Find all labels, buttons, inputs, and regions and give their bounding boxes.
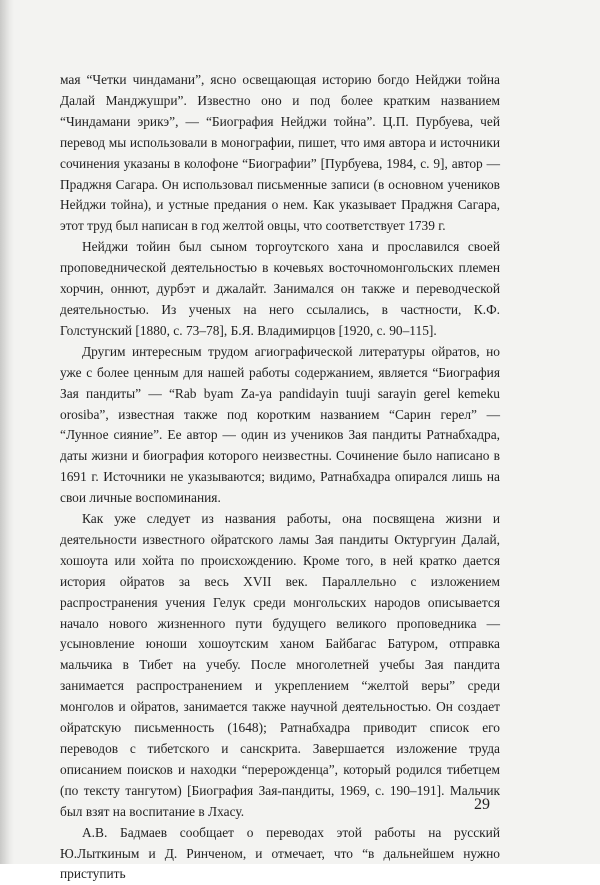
page-body: [60, 70, 500, 885]
paragraph-1: мая “Четки чиндамани”, ясно освещающая историю богдо Нейджи тойна Далай Манджушри”. Известно оно и под более кратким названием “Чиндамани эрикэ”, — “Биография Нейджи тойна”. Ц.П. Пурбуева, чей перевод мы использовали в монографии, пишет, что имя автора и источники сочинения указаны в колофоне “Биографии” [Пурбуева, 1984, с. 9], автор — Праджня Сагара. Он использовал письменные записи (в основном учеников Нейджи тойна), и устные предания о нем. Как указывает Праджня Сагара, этот труд был написан в год желтой овцы, что соответствует 1739 г.: [60, 72, 500, 234]
paragraph-5: А.В. Бадмаев сообщает о переводах этой работы на русский Ю.Лыткиным и Д. Ринченом, и отмечает, что “в дальнейшем нужно приступить: [60, 824, 500, 882]
paragraph-2: Нейджи тойин был сыном торгоутского хана и прославился своей проповеднической деятельностью в кочевьях восточномонгольских племен хорчин, оннют, дурбэт и джалайт. Занимался он также и переводческой деятельностью. Из ученых на него ссылались, в частности, К.Ф. Голстунский [1880, с. 73–78], Б.Я. Владимирцов [1920, с. 90–115].: [60, 239, 500, 338]
page-number: 29: [474, 796, 490, 813]
paragraph-4: Как уже следует из названия работы, она посвящена жизни и деятельности известного ойратского ламы Зая пандиты Октургуин Далай, хошоута или хойта по происхождению. Кроме того, в ней кратко дается история ойратов за весь XVII век. Параллельно с изложением распространения учения Гелук среди монгольских народов описывается начало нового жизненного пути будущего великого проповедника — усыновление юноши хошоутским ханом Байбагас Батуром, отправка мальчика в Тибет на учебу. После многолетней учебы Зая пандита занимается распространением и укреплением “желтой веры” среди монголов и ойратов, занимается также научной деятельностью. Он создает ойратскую письменность (1648); Ратнабхадра приводит список его переводов с тибетского и санскрита. Завершается изложение труда описанием поисков и находки “перерожденца”, который родился тибетцем (по тексту тангутом) [Биография Зая-пандиты, 1969, с. 190–191]. Мальчик был взят на воспитание в Лхасу.: [60, 511, 500, 819]
paragraph-3: Другим интересным трудом агиографической литературы ойратов, но уже с более ценным для нашей работы содержанием, является “Биография Зая пандиты” — “Rab byam Za-ya pandidayin tuuji sarayin gerel kemeku orosiba”, известная также под коротким названием “Сарин герел” — “Лунное сияние”. Ее автор — один из учеников Зая пандиты Ратнабхадра, даты жизни и биография которого неизвестны. Сочинение было написано в 1691 г. Источники не указываются; видимо, Ратнабхадра опирался лишь на свои личные воспоминания.: [60, 343, 500, 506]
page-edge-shadow: [0, 0, 14, 864]
